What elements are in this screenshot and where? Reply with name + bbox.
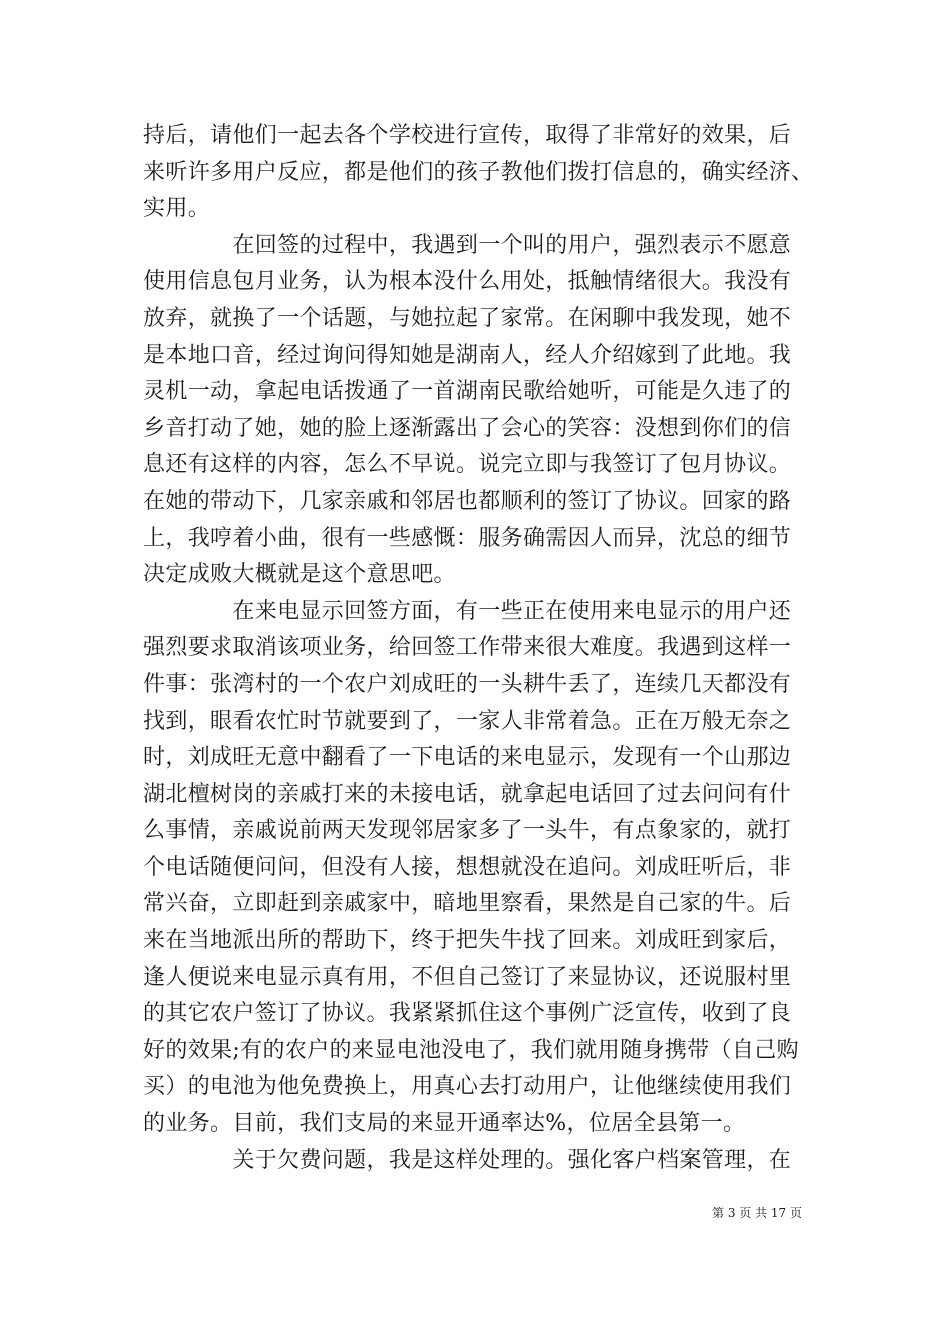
text-line: 上，我哼着小曲，很有一些感慨：服务确需因人而异，沈总的细节	[143, 525, 792, 551]
text-line: 使用信息包月业务，认为根本没什么用处，抵触情绪很大。我没有	[143, 269, 792, 295]
text-line: 在来电显示回签方面，有一些正在使用来电显示的用户还	[143, 598, 792, 624]
text-line: 的业务。目前，我们支局的来显开通率达%，位居全县第一。	[143, 1111, 746, 1137]
text-line: 在她的带动下，几家亲戚和邻居也都顺利的签订了协议。回家的路	[143, 488, 792, 514]
text-line: 么事情，亲戚说前两天发现邻居家多了一头牛，有点象家的，就打	[143, 818, 792, 844]
text-line: 息还有这样的内容，怎么不早说。说完立即与我签订了包月协议。	[143, 452, 792, 478]
text-line: 关于欠费问题，我是这样处理的。强化客户档案管理，在	[143, 1147, 792, 1173]
text-line: 灵机一动，拿起电话拨通了一首湖南民歌给她听，可能是久违了的	[143, 379, 792, 405]
text-line: 逢人便说来电显示真有用，不但自己签订了来显协议，还说服村里	[143, 964, 792, 990]
text-line: 乡音打动了她，她的脸上逐渐露出了会心的笑容：没想到你们的信	[143, 415, 792, 441]
text-line: 是本地口音，经过询问得知她是湖南人，经人介绍嫁到了此地。我	[143, 342, 792, 368]
text-line: 决定成败大概就是这个意思吧。	[143, 562, 456, 588]
page-number: 第 3 页 共 17 页	[712, 1206, 802, 1220]
text-line: 放弃，就换了一个话题，与她拉起了家常。在闲聊中我发现，她不	[143, 305, 792, 331]
text-line: 时，刘成旺无意中翻看了一下电话的来电显示，发现有一个山那边	[143, 745, 792, 771]
text-line: 个电话随便问问，但没有人接，想想就没在追问。刘成旺听后，非	[143, 854, 792, 880]
text-line: 来在当地派出所的帮助下，终于把失牛找了回来。刘成旺到家后，	[143, 928, 792, 954]
text-line: 强烈要求取消该项业务，给回签工作带来很大难度。我遇到这样一	[143, 635, 792, 661]
text-line: 件事：张湾村的一个农户刘成旺的一头耕牛丢了，连续几天都没有	[143, 671, 792, 697]
text-line: 常兴奋，立即赶到亲戚家中，暗地里察看，果然是自己家的牛。后	[143, 891, 792, 917]
body-text	[143, 118, 814, 1179]
text-line: 实用。	[143, 196, 211, 222]
text-line: 持后，请他们一起去各个学校进行宣传，取得了非常好的效果，后	[143, 123, 792, 148]
text-line: 在回签的过程中，我遇到一个叫的用户，强烈表示不愿意	[143, 232, 792, 258]
text-line: 的其它农户签订了协议。我紧紧抓住这个事例广泛宣传，收到了良	[143, 1001, 792, 1027]
text-line: 找到，眼看农忙时节就要到了，一家人非常着急。正在万般无奈之	[143, 708, 792, 734]
text-line: 湖北檀树岗的亲戚打来的未接电话，就拿起电话回了过去问问有什	[143, 781, 792, 807]
text-line: 买）的电池为他免费换上，用真心去打动用户，让他继续使用我们	[143, 1074, 792, 1100]
text-line: 好的效果;有的农户的来显电池没电了，我们就用随身携带（自己购	[143, 1037, 799, 1063]
text-line: 来听许多用户反应，都是他们的孩子教他们拨打信息的，确实经济、	[143, 159, 814, 185]
